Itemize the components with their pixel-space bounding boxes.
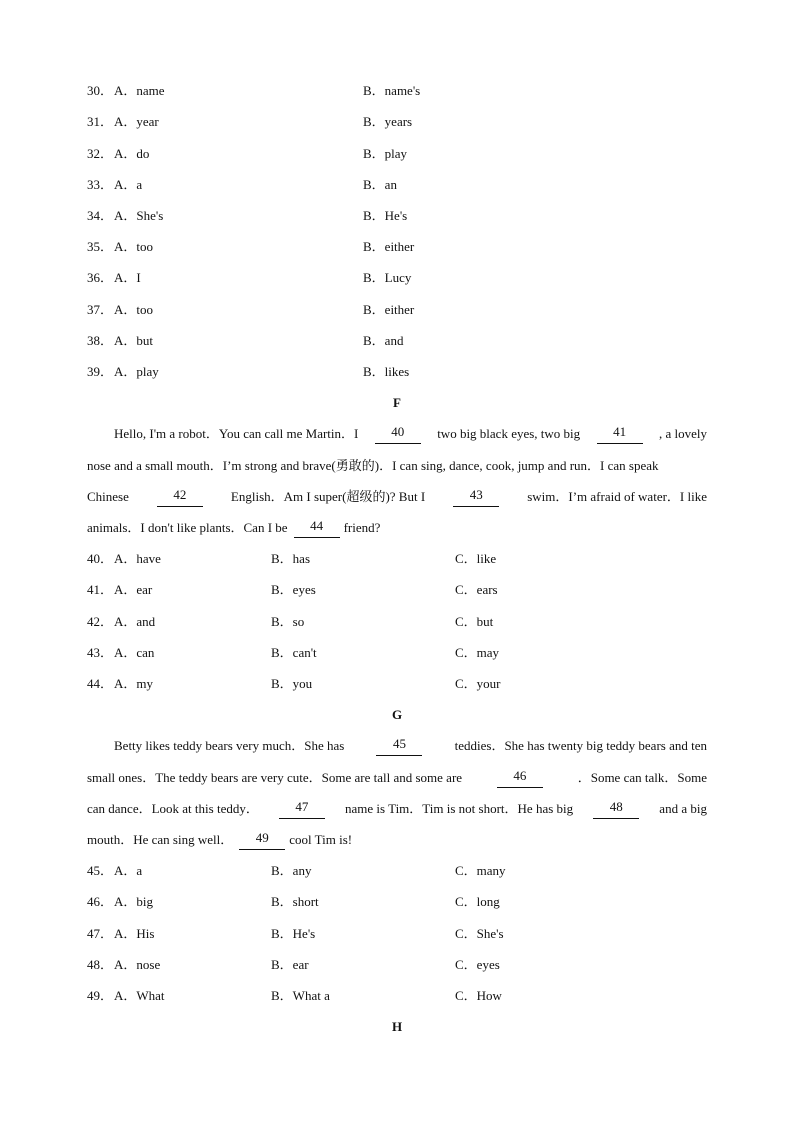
question-number: 36．	[87, 270, 114, 285]
option-a: A．big	[114, 894, 154, 909]
option-b: B．and	[363, 333, 404, 348]
passage-line	[87, 456, 707, 476]
blank-41[interactable]: 41	[597, 424, 643, 444]
passage-text: Betty likes teddy bears very much．She has	[114, 738, 345, 753]
question-number: 35．	[87, 239, 114, 254]
section-title-g: G	[391, 707, 403, 722]
question-number: 30．	[87, 83, 114, 98]
blank-47[interactable]: 47	[279, 799, 325, 819]
passage-text: and a big	[659, 801, 707, 816]
question-number: 40．	[87, 551, 114, 566]
option-a: A．ear	[114, 582, 153, 597]
question-number: 43．	[87, 645, 114, 660]
option-b: B．has	[271, 551, 311, 566]
option-a: A．play	[114, 364, 159, 379]
question-row	[0, 549, 794, 569]
question-row	[0, 955, 794, 975]
option-a: A．too	[114, 239, 154, 254]
section-title-f: F	[393, 395, 401, 410]
question-row	[0, 674, 794, 694]
option-b: B．either	[363, 302, 415, 317]
option-c: C．ears	[455, 582, 498, 597]
passage-text: small ones．The teddy bears are very cute．Some are tall and some are	[87, 770, 463, 785]
question-row	[0, 924, 794, 944]
passage-text: mouth．He can sing well．	[87, 832, 234, 847]
question-row	[0, 643, 794, 663]
option-b: B．Lucy	[363, 270, 412, 285]
blank-40[interactable]: 40	[375, 424, 421, 444]
blank-42[interactable]: 42	[157, 487, 203, 507]
question-row	[0, 892, 794, 912]
question-row	[0, 612, 794, 632]
passage-line	[114, 424, 707, 444]
option-c: C．but	[455, 614, 494, 629]
option-c: C．may	[455, 645, 500, 660]
option-b: B．eyes	[271, 582, 316, 597]
option-b: B．He's	[363, 208, 408, 223]
passage-text: can dance．Look at this teddy．	[87, 801, 259, 816]
option-a: A．have	[114, 551, 161, 566]
question-row	[0, 861, 794, 881]
question-row	[0, 144, 794, 164]
question-row	[0, 300, 794, 320]
option-a: A．What	[114, 988, 165, 1003]
question-number: 44．	[87, 676, 114, 691]
question-number: 41．	[87, 582, 114, 597]
question-number: 37．	[87, 302, 114, 317]
option-a: A．year	[114, 114, 159, 129]
question-number: 48．	[87, 957, 114, 972]
option-b: B．years	[363, 114, 413, 129]
option-b: B．an	[363, 177, 397, 192]
option-b: B．any	[271, 863, 312, 878]
option-b: B．likes	[363, 364, 410, 379]
option-a: A．a	[114, 177, 143, 192]
blank-49[interactable]: 49	[239, 830, 285, 850]
option-a: A．but	[114, 333, 154, 348]
passage-line	[114, 736, 707, 756]
question-row	[0, 331, 794, 351]
option-b: B．short	[271, 894, 319, 909]
passage-text: Chinese	[87, 489, 129, 504]
question-number: 46．	[87, 894, 114, 909]
option-c: C．long	[455, 894, 500, 909]
option-b: B．you	[271, 676, 313, 691]
option-c: C．She's	[455, 926, 504, 941]
passage-text: Hello, I'm a robot．You can call me Martin．I	[114, 426, 359, 441]
question-row	[0, 986, 794, 1006]
passage-line	[87, 518, 707, 538]
option-a: A．too	[114, 302, 154, 317]
option-a: A．She's	[114, 208, 164, 223]
option-b: B．He's	[271, 926, 316, 941]
option-b: B．ear	[271, 957, 309, 972]
question-row	[0, 175, 794, 195]
option-c: C．like	[455, 551, 497, 566]
blank-46[interactable]: 46	[497, 768, 543, 788]
option-a: A．can	[114, 645, 155, 660]
question-row	[0, 268, 794, 288]
question-number: 45．	[87, 863, 114, 878]
question-number: 47．	[87, 926, 114, 941]
passage-text: animals．I don't like plants．Can I be	[87, 520, 288, 535]
question-row	[0, 206, 794, 226]
question-number: 31．	[87, 114, 114, 129]
option-c: C．many	[455, 863, 506, 878]
passage-text: name is Tim．Tim is not short．He has big	[345, 801, 574, 816]
blank-43[interactable]: 43	[453, 487, 499, 507]
question-number: 33．	[87, 177, 114, 192]
option-a: A．His	[114, 926, 155, 941]
option-a: A．and	[114, 614, 156, 629]
passage-line	[87, 487, 707, 507]
option-b: B．What a	[271, 988, 330, 1003]
passage-line	[87, 768, 707, 788]
option-b: B．either	[363, 239, 415, 254]
option-b: B．can't	[271, 645, 317, 660]
passage-text: , a lovely	[658, 426, 707, 441]
passage-text: swim．I’m afraid of water．I like	[527, 489, 707, 504]
option-a: A．I	[114, 270, 141, 285]
passage-text: cool Tim is!	[289, 832, 353, 847]
option-a: A．my	[114, 676, 154, 691]
question-number: 39．	[87, 364, 114, 379]
question-row	[0, 237, 794, 257]
question-number: 34．	[87, 208, 114, 223]
passage-text: friend?	[343, 520, 381, 535]
option-c: C．How	[455, 988, 502, 1003]
question-row	[0, 112, 794, 132]
option-a: A．name	[114, 83, 165, 98]
blank-44[interactable]: 44	[294, 518, 340, 538]
option-b: B．play	[363, 146, 408, 161]
passage-text: nose and a small mouth．I’m strong and brave(勇敢的)．I can sing, dance, cook, jump and run．I can speak	[87, 458, 659, 473]
question-number: 49．	[87, 988, 114, 1003]
passage-text: ．Some can talk．Some	[577, 770, 707, 785]
option-a: A．nose	[114, 957, 161, 972]
option-a: A．do	[114, 146, 150, 161]
question-number: 42．	[87, 614, 114, 629]
blank-45[interactable]: 45	[376, 736, 422, 756]
option-a: A．a	[114, 863, 143, 878]
option-c: C．your	[455, 676, 501, 691]
blank-48[interactable]: 48	[593, 799, 639, 819]
passage-line	[87, 830, 707, 850]
option-b: B．so	[271, 614, 305, 629]
section-title-h: H	[391, 1019, 403, 1034]
option-c: C．eyes	[455, 957, 500, 972]
passage-line	[87, 799, 707, 819]
question-row	[0, 362, 794, 382]
question-row	[0, 580, 794, 600]
passage-text: two big black eyes, two big	[437, 426, 581, 441]
option-b: B．name's	[363, 83, 421, 98]
question-number: 38．	[87, 333, 114, 348]
passage-text: English．Am I super(超级的)? But I	[230, 489, 426, 504]
question-row	[0, 81, 794, 101]
question-number: 32．	[87, 146, 114, 161]
passage-text: teddies．She has twenty big teddy bears and ten	[454, 738, 707, 753]
